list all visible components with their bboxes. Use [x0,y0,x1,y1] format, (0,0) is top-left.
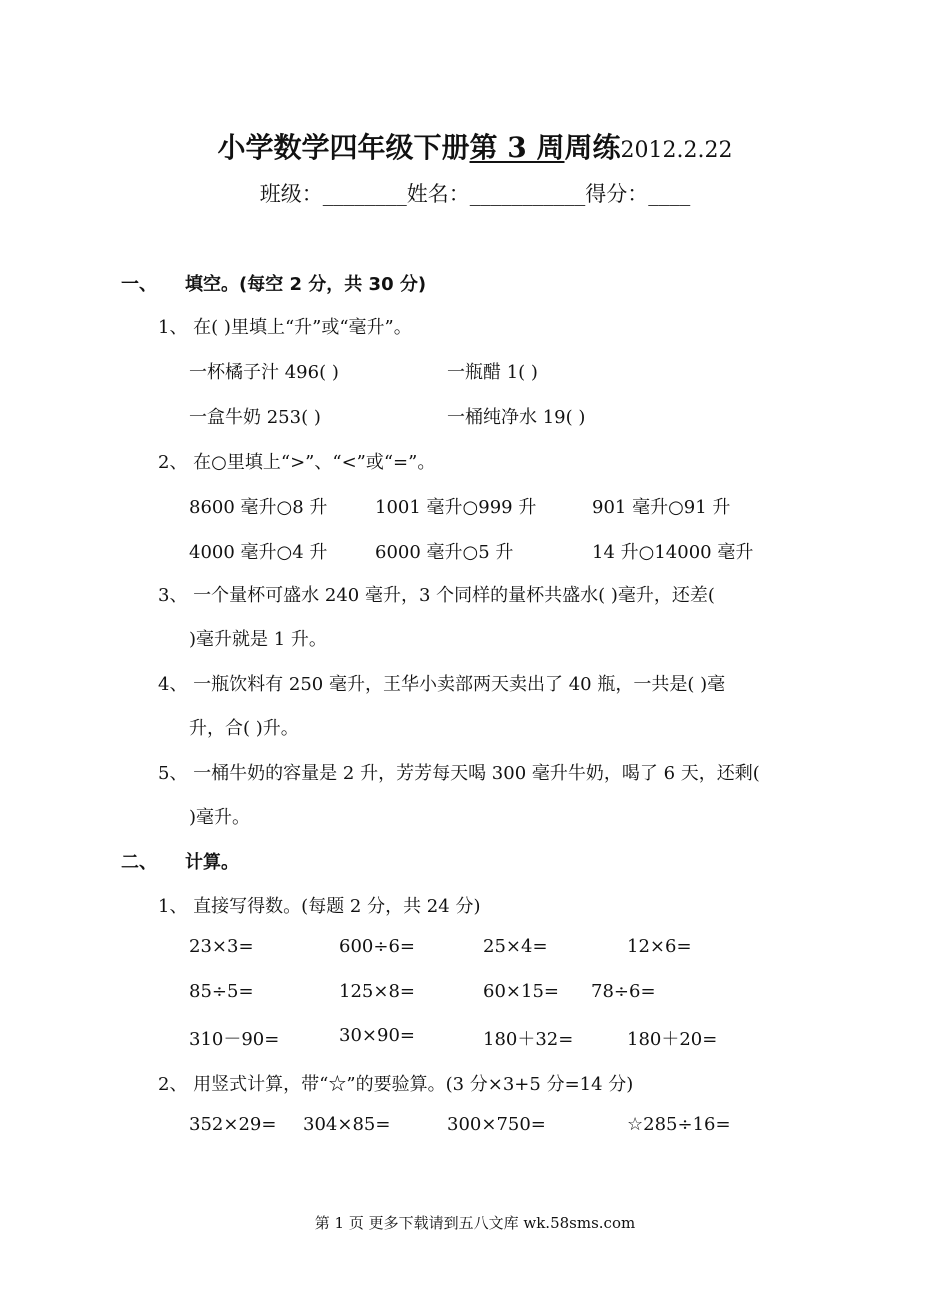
page-footer: 第 1 页 更多下载请到五八文库 wk.58sms.com [314,1214,636,1232]
s1-q2-r2-c1: 4000 毫升○4 升 [189,542,328,563]
s1-q3-line2: )毫升就是 1 升。 [189,629,327,650]
s2-q1-r2-c3: 60×15= [483,981,559,1002]
s2-q1-r2-c2: 125×8= [339,981,415,1002]
s2-q1-r3-c4: 180＋20= [627,1029,718,1050]
s1-q5-line1: 5、 一桶牛奶的容量是 2 升，芳芳每天喝 300 毫升牛奶，喝了 6 天，还剩( [158,763,760,784]
s2-q1-r1-c4: 12×6= [627,936,692,957]
s2-q1-r1-c1: 23×3= [189,936,254,957]
s1-q1-r2-c1: 一盒牛奶 253( ) [189,407,321,428]
title-week: 第 3 周 [469,131,565,164]
s1-q4-line2: 升，合( )升。 [189,718,299,739]
s1-q2-r1-c2: 1001 毫升○999 升 [375,497,537,518]
title-suffix: 周练 [564,131,621,164]
s2-q2-r1-c4: ☆285÷16= [627,1114,731,1135]
s1-q2-r1-c1: 8600 毫升○8 升 [189,497,328,518]
s2-q1-r2-c1: 85÷5= [189,981,254,1002]
section1-number: 一、 [121,274,157,295]
s1-q1-r2-c2: 一桶纯净水 19( ) [447,407,586,428]
s2-q2-r1-c2: 304×85= [303,1114,391,1135]
section2-heading: 计算。 [185,852,239,873]
student-info-line: 班级：________姓名：___________得分：____ [259,182,691,206]
worksheet-title [0,126,950,166]
s2-q2-prompt: 2、 用竖式计算，带“☆”的要验算。(3 分×3+5 分=14 分) [158,1074,634,1095]
s2-q1-r1-c2: 600÷6= [339,936,415,957]
s1-q4-line1: 4、 一瓶饮料有 250 毫升，王华小卖部两天卖出了 40 瓶，一共是( )毫 [158,674,726,695]
s1-q3-line1: 3、 一个量杯可盛水 240 毫升，3 个同样的量杯共盛水( )毫升，还差( [158,585,715,606]
s1-q1-r1-c2: 一瓶醋 1( ) [447,362,538,383]
s2-q1-r1-c3: 25×4= [483,936,548,957]
s1-q2-r1-c3: 901 毫升○91 升 [592,497,731,518]
section1-heading: 填空。(每空 2 分，共 30 分) [185,274,427,295]
s2-q2-r1-c3: 300×750= [447,1114,546,1135]
s1-q2-prompt: 2、 在○里填上“>”、“<”或“=”。 [158,452,436,473]
title-date: 2012.2.22 [620,138,733,163]
s1-q2-r2-c3: 14 升○14000 毫升 [592,542,754,563]
s1-q1-prompt: 1、 在( )里填上“升”或“毫升”。 [158,317,412,338]
s2-q1-r3-c2: 30×90= [339,1025,415,1046]
s1-q1-r1-c1: 一杯橘子汁 496( ) [189,362,339,383]
s2-q1-prompt: 1、 直接写得数。(每题 2 分，共 24 分) [158,896,481,917]
s2-q2-r1-c1: 352×29= [189,1114,277,1135]
s1-q2-r2-c2: 6000 毫升○5 升 [375,542,514,563]
s2-q1-r2-c4: 78÷6= [591,981,656,1002]
s1-q5-line2: )毫升。 [189,807,251,828]
title-main: 小学数学四年级下册 [217,131,470,164]
s2-q1-r3-c1: 310－90= [189,1029,280,1050]
s2-q1-r3-c3: 180＋32= [483,1029,574,1050]
section2-number: 二、 [121,852,157,873]
